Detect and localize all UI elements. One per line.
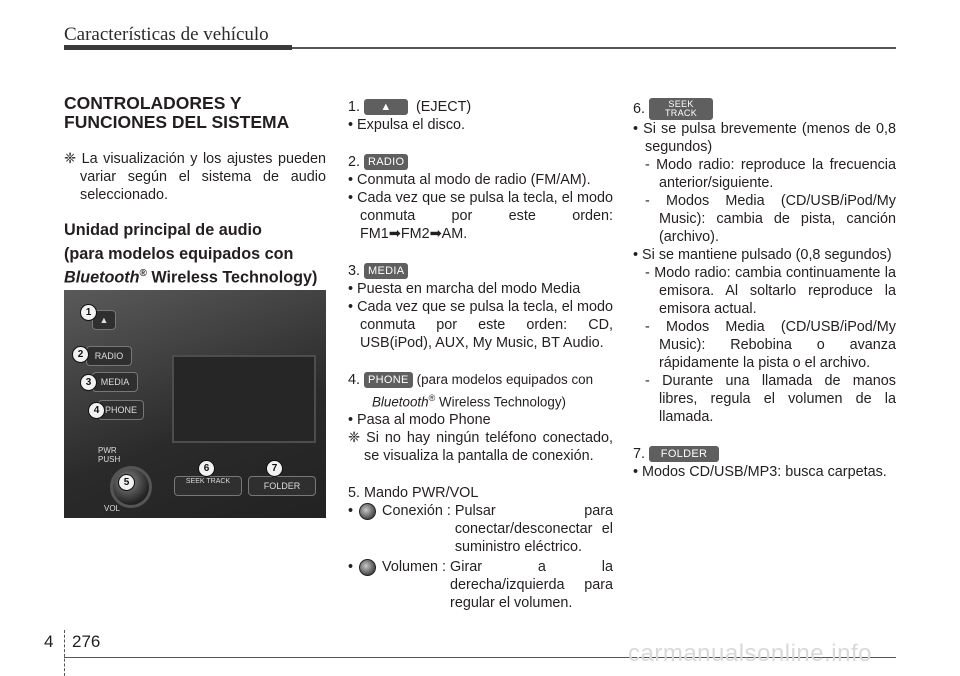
note-mark: ❈ — [64, 151, 77, 167]
note-display — [64, 150, 326, 204]
media-key-badge: MEDIA — [364, 263, 408, 279]
knob-icon — [359, 503, 376, 520]
media-button-photo: MEDIA — [92, 372, 138, 392]
footer-page-number: 276 — [72, 632, 101, 651]
footer-chapter: 4 — [44, 632, 54, 651]
item-4-heading: 4. PHONE (para modelos equipados con — [348, 372, 594, 388]
knob-icon — [359, 559, 376, 576]
item-6-bullet-1: • Si se pulsa brevemente (menos de 0,8 segundos) — [633, 121, 896, 155]
item-5-volume: • Volumen : Girar a la derecha/izquierda para regular el volumen. — [348, 559, 613, 612]
header-rule-thick — [64, 45, 292, 50]
seek-track-key-badge: SEEK TRACK — [649, 98, 713, 120]
section-title: CONTROLADORES Y FUNCIONES DEL SISTEMA — [64, 93, 290, 132]
subtitle-main-unit: Unidad principal de audio — [64, 221, 262, 239]
pwr-label: PWR PUSH — [98, 446, 121, 464]
subtitle-bluetooth-line1: (para modelos equipados con — [64, 245, 294, 263]
item-7-heading: 7. FOLDER — [633, 445, 896, 463]
radio-key-badge: RADIO — [364, 154, 408, 170]
radio-button-photo: RADIO — [86, 346, 132, 366]
item-2-bullet-1: • Conmuta al modo de radio (FM/AM). — [348, 172, 591, 188]
folder-button-photo: FOLDER — [248, 476, 316, 496]
callout-5: 5 — [118, 474, 135, 491]
callout-6: 6 — [198, 460, 215, 477]
folder-key-badge: FOLDER — [649, 446, 719, 462]
subtitle-bluetooth-italic: Bluetooth — [64, 268, 140, 287]
phone-button-photo: PHONE — [98, 400, 144, 420]
subtitle-bluetooth-rest: Wireless Technology) — [146, 268, 318, 287]
item-3-heading: 3. MEDIA — [348, 262, 613, 280]
item-6-dash-4: - Modos Media (CD/USB/iPod/My Music): Rebobina o avanza rápidamente la pista o el archivo. — [645, 319, 896, 371]
audio-screen — [172, 355, 316, 443]
page-header-title: Características de vehículo — [64, 24, 269, 45]
vol-label: VOL — [104, 504, 121, 513]
note-text: La visualización y los ajustes pueden variar según el sistema de audio seleccionado. — [80, 151, 327, 203]
callout-3: 3 — [80, 374, 97, 391]
subtitle-bluetooth — [64, 244, 326, 287]
item-2-heading: 2. RADIO — [348, 153, 613, 171]
column-1 — [64, 88, 326, 287]
column-2 — [348, 98, 613, 612]
item-6-bullet-2: • Si se mantiene pulsado (0,8 segundos) — [633, 247, 892, 263]
item-6-dash-1: - Modo radio: reproduce la frecuencia anterior/siguiente. — [645, 157, 896, 191]
callout-7: 7 — [266, 460, 283, 477]
item-5-heading: 5. Mando PWR/VOL — [348, 485, 479, 502]
item-2-bullet-2: • Cada vez que se pulsa la tecla, el modo conmuta por este orden: FM1➡FM2➡AM. — [348, 190, 613, 242]
item-6-heading: 6. SEEK TRACK — [633, 98, 896, 120]
item-4-heading-cont: Bluetooth® Wireless Technology) — [372, 393, 566, 410]
callout-1: 1 — [80, 304, 97, 321]
item-4-note: ❈ Si no hay ningún teléfono conectado, se visualiza la pantalla de conexión. — [348, 430, 614, 465]
item-6-dash-2: - Modos Media (CD/USB/iPod/My Music): cambia de pista, canción (archivo). — [645, 193, 896, 245]
callout-4: 4 — [88, 402, 105, 419]
header-rule-thin — [292, 47, 896, 49]
footer-separator — [64, 630, 66, 676]
phone-key-badge: PHONE — [364, 372, 413, 388]
item-3-bullet-2: • Cada vez que se pulsa la tecla, el modo conmuta por este orden: CD, USB(iPod), AUX, My Music, BT Audio. — [348, 299, 613, 351]
eject-icon: ▲ — [364, 99, 408, 115]
watermark: carmanualsonline.info — [628, 640, 872, 667]
audio-unit-photo — [64, 290, 326, 518]
seek-button-photo: SEEK TRACK — [174, 476, 242, 496]
eject-button-photo: ▲ — [92, 310, 116, 330]
callout-2: 2 — [72, 346, 89, 363]
item-6-dash-3: - Modo radio: cambia continuamente la emisora. Al soltarlo reproduce la emisora actual. — [645, 265, 896, 317]
item-1-bullet: • Expulsa el disco. — [348, 117, 466, 133]
item-7-bullet: • Modos CD/USB/MP3: busca carpetas. — [633, 464, 887, 480]
item-1-heading: 1. ▲ (EJECT) — [348, 99, 472, 115]
item-4-bullet: • Pasa al modo Phone — [348, 412, 491, 429]
item-5-connection: • Conexión : Pulsar para conectar/desconectar el suministro eléctrico. — [348, 503, 613, 556]
item-6-dash-5: - Durante una llamada de manos libres, regula el volumen de la llamada. — [645, 373, 896, 425]
item-3-bullet-1: • Puesta en marcha del modo Media — [348, 281, 581, 297]
column-3 — [633, 98, 896, 481]
subtitle-reg-mark: ® — [139, 268, 147, 279]
